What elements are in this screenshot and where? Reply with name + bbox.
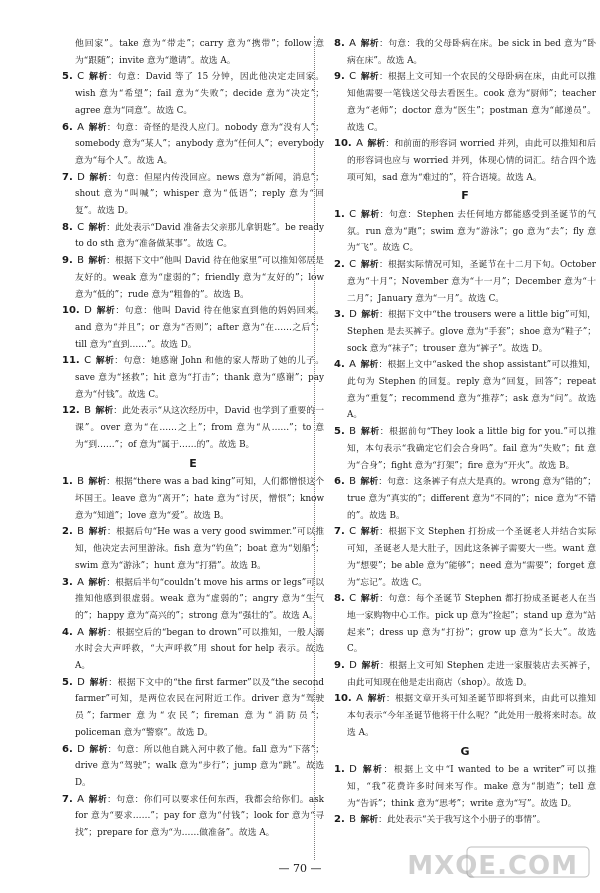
explanation-text: ：此处表示“从这次经历中，David 也学到了重要的一课”。over 意为“在……之上”；from 意为“从……”；to 意为“到……”；of 意为“属于……的”。故选 B。: [75, 406, 324, 450]
answer-letter: B: [77, 476, 85, 488]
explanation-label: 解析: [88, 577, 107, 588]
explanation-label: 解析: [95, 406, 114, 417]
answer-entry: [62, 353, 324, 403]
question-number: 6.: [334, 476, 345, 488]
explanation-text: ：句意：David 等了 15 分钟，因此他决定走回家。wish 意为“希望”；fail 意为“失败”；decide 意为“决定”；agree 意为“同意”。故选 C。: [75, 72, 324, 116]
question-number: 9.: [62, 255, 73, 267]
answer-entry: [334, 207, 596, 257]
question-number: 11.: [62, 355, 80, 367]
question-number: 10.: [62, 305, 80, 317]
explanation-text: ：根据后句“He was a very good swimmer.”可以推知，他决定去河里游泳。fish 意为“钓鱼”；boat 意为“划船”；swim 意为“游泳”；hunt 意为“打猎”。故选 B。: [75, 527, 324, 571]
explanation-label: 解析: [88, 477, 107, 488]
left-column: [62, 36, 324, 842]
answer-letter: C: [77, 71, 85, 83]
question-number: 9.: [334, 660, 345, 672]
page-number-value: 70: [293, 862, 307, 875]
explanation-label: 解析: [96, 306, 116, 317]
question-number: 5.: [62, 676, 73, 688]
question-number: 4.: [62, 626, 73, 638]
answer-entry: [62, 625, 324, 675]
answer-entry: [62, 403, 324, 453]
section-heading: E: [189, 456, 197, 470]
answer-entry: [62, 474, 324, 524]
answer-entry-continued: [62, 36, 324, 69]
question-number: 7.: [62, 171, 73, 183]
question-number: 8.: [334, 38, 345, 49]
explanation-text: ：句意：奇怪的是没人应门。nobody 意为“没有人”；somebody 意为“某人”；anybody 意为“任何人”；everybody 意为“每个人”。故选 A。: [75, 122, 324, 166]
answer-entry: [62, 220, 324, 253]
explanation-label: 解析: [360, 427, 380, 438]
explanation-label: 解析: [95, 356, 115, 367]
answer-letter: A: [356, 138, 363, 150]
explanation-label: 解析: [360, 360, 379, 371]
answer-entry: [334, 69, 596, 136]
explanation-text: ：句意：他叫 David 待在他家直到他的妈妈回来。and 意为“并且”；or 意为“否则”；after 意为“在……之后”；till 意为“直到……”。故选 D。: [75, 306, 324, 350]
answer-letter: A: [77, 121, 85, 133]
page-number: — 70 —: [278, 862, 322, 875]
explanation-label: 解析: [88, 527, 108, 538]
section-heading: G: [460, 744, 470, 758]
answer-letter: C: [349, 593, 357, 605]
explanation-text: ：根据空后的“began to drown”可以推知，一般人溺水时会大声呼救，“大声呼救”用 shout for help 表示。故选 A。: [75, 627, 324, 672]
explanation-label: 解析: [360, 72, 379, 83]
answer-letter: A: [356, 693, 363, 705]
answer-entry: [62, 742, 324, 792]
answer-letter: B: [77, 526, 85, 538]
answer-entry: [62, 120, 324, 170]
explanation-label: 解析: [360, 477, 379, 488]
answer-letter: D: [77, 676, 85, 688]
answer-entry: [334, 424, 596, 474]
explanation-label: 解析: [88, 222, 107, 233]
explanation-text: ：根据上文可知 Stephen 走进一家服装店去买裤子，由此可知现在他是走出商店（shop）。故选 D。: [347, 661, 596, 688]
explanation-text: ：根据后半句“couldn’t move his arms or legs”可以推知他感到很虚弱。weak 意为“虚弱的”；angry 意为“生气的”；happy 意为“高兴的”；strong 意为“强壮的”。故选 A。: [75, 577, 324, 621]
explanation-text: ：和前面的形容词 worried 并列，由此可以推知和后的形容词也应与 worried 并列，体现心情的词汇。结合四个选项可知，sad 意为“难过的”，符合语境。故选 A。: [347, 139, 596, 183]
answer-letter: B: [349, 476, 357, 488]
answer-entry: [62, 792, 324, 842]
question-number: 1.: [334, 764, 345, 776]
explanation-label: 解析: [360, 527, 380, 538]
answer-entry: [62, 170, 324, 220]
explanation-label: 解析: [88, 122, 107, 133]
answer-letter: A: [77, 626, 85, 638]
question-number: 4.: [334, 359, 345, 371]
question-number: 6.: [62, 743, 73, 755]
question-number: 1.: [334, 209, 345, 221]
explanation-label: 解析: [89, 172, 108, 183]
answer-entry: [334, 691, 596, 741]
answer-letter: C: [349, 71, 357, 83]
explanation-label: 解析: [88, 794, 108, 805]
explanation-text: ：句意：但屋内传没回应。news 意为“新闻，消息”；shout 意为“叫喊”；whisper 意为“低语”；reply 意为“回复”。故选 D。: [75, 172, 324, 217]
question-number: 10.: [334, 693, 352, 705]
answer-letter: C: [349, 209, 357, 221]
question-number: 2.: [62, 526, 73, 538]
answer-letter: D: [349, 660, 357, 672]
explanation-label: 解析: [361, 765, 384, 776]
right-column: [334, 36, 596, 829]
explanation-text: ：句意：这条裤子有点大是真的。wrong 意为“错的”；true 意为“真实的”；different 意为“不同的”；nice 意为“不错的”。故选 B。: [347, 477, 596, 521]
answer-letter: D: [77, 171, 85, 183]
answer-entry: [62, 253, 324, 303]
answer-entry: [334, 136, 596, 186]
question-number: 9.: [334, 71, 345, 83]
answer-letter: C: [84, 355, 92, 367]
explanation-text: ：根据下文中“the trousers were a little big”可知，Stephen 是去买裤子。glove 意为“手套”；shoe 意为“鞋子”；sock 意为“袜子”；trouser 意为“裤子”。故选 D。: [347, 310, 596, 354]
explanation-text: ：句意：所以他自跳入河中救了他。fall 意为“下落”；drive 意为“驾驶”；walk 意为“步行”；jump 意为“跳”。故选 D。: [75, 744, 324, 788]
explanation-text: ：根据实际情况可知，圣诞节在十二月下旬。October 意为“十月”；November 意为“十一月”；December 意为“十二月”；January 意为“一月”。故选 C。: [347, 260, 596, 304]
answer-entry: [334, 307, 596, 357]
explanation-text: ：根据上文可知一个农民的父母卧病在床，由此可以推知他需要一笔钱送父母去看医生。cook 意为“厨师”；teacher 意为“老师”；doctor 意为“医生”；postman 意为“邮递员”。故选 C。: [347, 72, 596, 133]
explanation-text: 他回家”。take 意为“带走”；carry 意为“携带”；follow 意为“跟随”；invite 意为“邀请”。故选 A。: [75, 39, 324, 66]
question-number: 6.: [62, 121, 73, 133]
question-number: 5.: [334, 426, 345, 438]
answer-letter: C: [77, 221, 85, 233]
explanation-label: 解析: [360, 260, 379, 271]
question-number: 8.: [62, 221, 73, 233]
answer-entry: [62, 675, 324, 742]
answer-entry: [334, 812, 596, 829]
question-number: 8.: [334, 593, 345, 605]
explanation-text: ：根据前句“They look a little big for you.”可以推知，本句表示“我确定它们会合身吗”。fail 意为“失败”；fit 意为“合身”；fight 意为“打架”；fire 意为“开火”。故选 B。: [347, 427, 596, 471]
explanation-label: 解析: [88, 256, 107, 267]
answer-entry: [334, 474, 596, 524]
explanation-label: 解析: [360, 210, 380, 221]
answer-entry: [334, 591, 596, 658]
answer-letter: D: [349, 764, 357, 776]
explanation-text: ：根据“there was a bad king”可知，人们都憎恨这个坏国王。leave 意为“离开”；hate 意为“讨厌，憎恨”；know 意为“知道”；love 意为“爱”。故选 B。: [75, 477, 324, 521]
explanation-text: ：根据上文中“asked the shop assistant”可以推知，此句为 Stephen 的回复。reply 意为“回复，回答”；repeat 意为“重复”；recommend 意为“推荐”；ask 意为“问”。故选 A。: [347, 360, 596, 421]
answer-entry: [62, 524, 324, 574]
question-number: 3.: [62, 576, 73, 588]
answer-entry: [334, 357, 596, 424]
explanation-label: 解析: [89, 744, 108, 755]
answer-entry: [62, 69, 324, 119]
question-number: 5.: [62, 71, 73, 83]
explanation-text: ：句意：我的父母卧病在床。be sick in bed 意为“卧病在床”。故选 A。: [347, 39, 596, 66]
explanation-label: 解析: [360, 815, 379, 826]
explanation-text: ：句意：Stephen 去任何地方都能感受到圣诞节的气氛。run 意为“跑”；swim 意为“游泳”；go 意为“去”；fly 意为“飞”。故选 C。: [347, 210, 596, 254]
question-number: 12.: [62, 405, 80, 417]
explanation-label: 解析: [360, 39, 380, 49]
answer-letter: A: [349, 38, 357, 49]
question-number: 10.: [334, 138, 352, 150]
answer-letter: B: [84, 405, 91, 417]
explanation-text: ：根据下文 Stephen 打扮成一个圣诞老人并结合实际可知，圣诞老人是大肚子，因此这条裤子需要大一些。want 意为“想要”；be able 意为“能够”；need 意为“需要”；forget 意为“忘记”。故选 C。: [347, 527, 596, 588]
answer-letter: D: [84, 305, 92, 317]
explanation-label: 解析: [367, 139, 386, 150]
explanation-text: ：句意：每个圣诞节 Stephen 都打扮成圣诞老人在当地一家购物中心工作。pick up 意为“捡起”；stand up 意为“站起来”；dress up 意为“打扮”；grow up 意为“长大”。故选 C。: [347, 594, 596, 655]
section-heading: F: [461, 189, 469, 203]
answer-letter: C: [349, 526, 357, 538]
answer-letter: A: [349, 359, 357, 371]
watermark-text: MXQE.COM: [407, 851, 578, 881]
question-number: 2.: [334, 814, 345, 826]
question-number: 2.: [334, 259, 345, 271]
explanation-text: ：句意：她感谢 John 和他的家人帮助了她的儿子。save 意为“拯救”；hit 意为“打击”；thank 意为“感谢”；pay 意为“付钱”。故选 C。: [75, 356, 324, 400]
question-number: 3.: [334, 309, 345, 321]
answer-entry: [334, 36, 596, 69]
answer-entry: [62, 303, 324, 353]
explanation-label: 解析: [89, 677, 109, 688]
answer-letter: C: [349, 259, 357, 271]
explanation-text: ：句意：你们可以要求任何东西，我都会给你们。ask for 意为“要求……”；pay for 意为“付钱”；look for 意为“寻找”；prepare for 意为“为……做准备”。故选 A。: [75, 794, 324, 839]
answer-letter: D: [349, 309, 357, 321]
explanation-text: ：此处表示“David 准备去父亲那儿拿钥匙”。be ready to do sth 意为“准备做某事”。故选 C。: [75, 222, 324, 250]
answer-entry: [334, 658, 596, 691]
answer-letter: A: [77, 793, 85, 805]
answer-entry: [334, 257, 596, 307]
explanation-text: ：根据下文中“他叫 David 待在他家里”可以推知邻居是友好的。weak 意为“虚弱的”；friendly 意为“友好的”；low 意为“低的”；rude 意为“粗鲁的”。故选 B。: [75, 256, 324, 300]
answer-entry: [62, 575, 324, 625]
answer-letter: B: [77, 255, 85, 267]
column-divider: [314, 36, 315, 860]
explanation-label: 解析: [88, 72, 109, 83]
explanation-text: ：根据上文中“I wanted to be a writer”可以推知，“我”花费许多时间来写作。make 意为“制造”；tell 意为“告诉”；think 意为“思考”；write 意为“写”。故选 D。: [347, 765, 596, 809]
explanation-label: 解析: [88, 627, 108, 638]
answer-letter: B: [349, 426, 357, 438]
answer-entry: [334, 524, 596, 591]
question-number: 7.: [62, 793, 73, 805]
explanation-label: 解析: [361, 310, 380, 321]
question-number: 1.: [62, 476, 73, 488]
answer-letter: D: [77, 743, 85, 755]
explanation-text: ：根据文章开头可知圣诞节即将到来，由此可以推知本句表示“今年圣诞节他将干什么呢？”此处用一般将来时态。故选 A。: [347, 694, 596, 738]
explanation-text: ：根据下文中的“the first farmer”以及“the second farmer”可知，是两位农民在河附近工作。driver 意为“驾驶员”；farmer 意为“农民”；fireman 意为“消防员”；policeman 意为“警察”。故选 D。: [75, 677, 324, 738]
explanation-label: 解析: [361, 661, 380, 672]
answer-letter: B: [349, 814, 357, 826]
explanation-label: 解析: [360, 594, 380, 605]
answer-letter: A: [77, 576, 85, 588]
explanation-label: 解析: [367, 694, 387, 705]
explanation-text: ：此处表示“关于我写这个小册子的事情”。: [378, 815, 546, 826]
answer-entry: [334, 762, 596, 812]
question-number: 7.: [334, 526, 345, 538]
